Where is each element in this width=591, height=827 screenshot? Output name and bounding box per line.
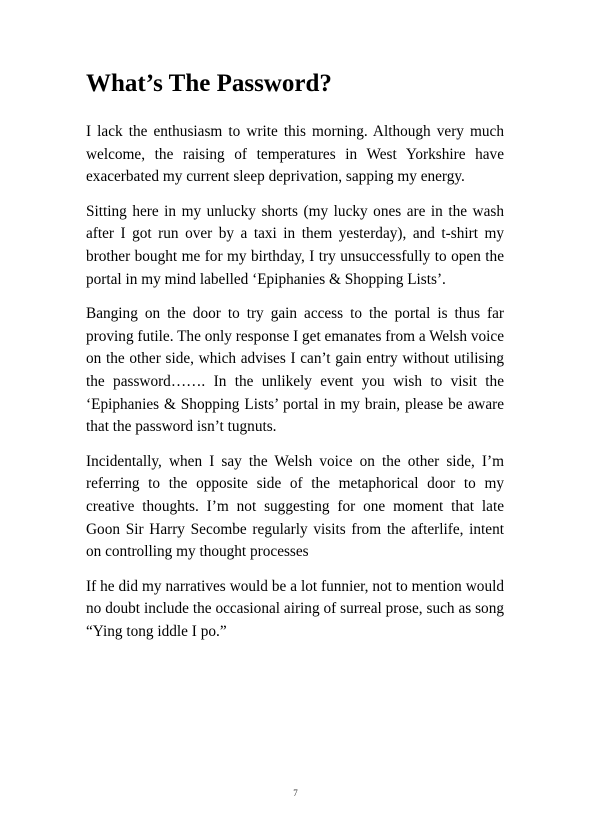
page-number: 7 bbox=[293, 788, 298, 798]
paragraph-1: I lack the enthusiasm to write this morning. Although very much welcome, the raising of temperatures in West Yorkshire have exacerbated my current sleep deprivation, sapping my energy. bbox=[86, 123, 504, 186]
paragraph-3: Banging on the door to try gain access to the portal is thus far proving futile. The only response I get emanates from a Welsh voice on the other side, which advises I can’t gain entry without utilising the password……. In the unlikely event you wish to visit the ‘Epiphanies & Shopping Lists’ portal in my brain, please be aware that the password isn’t tugnuts. bbox=[86, 305, 504, 436]
paragraph-4: Incidentally, when I say the Welsh voice on the other side, I’m referring to the opposite side of the metaphorical door to my creative thoughts. I’m not suggesting for one moment that late Goon Sir Harry Secombe regularly visits from the afterlife, intent on controlling my thought processes bbox=[86, 452, 504, 561]
page-title: What’s The Password? bbox=[86, 70, 332, 97]
body-text bbox=[86, 121, 504, 655]
paragraph-5: If he did my narratives would be a lot funnier, not to mention would no doubt include the occasional airing of surreal prose, such as song “Ying tong iddle I po.” bbox=[86, 577, 504, 640]
paragraph-2: Sitting here in my unlucky shorts (my lucky ones are in the wash after I got run over by a taxi in them yesterday), and t-shirt my brother bought me for my birthday, I try unsuccessfully to open the portal in my mind labelled ‘Epiphanies & Shopping Lists’. bbox=[86, 202, 504, 288]
